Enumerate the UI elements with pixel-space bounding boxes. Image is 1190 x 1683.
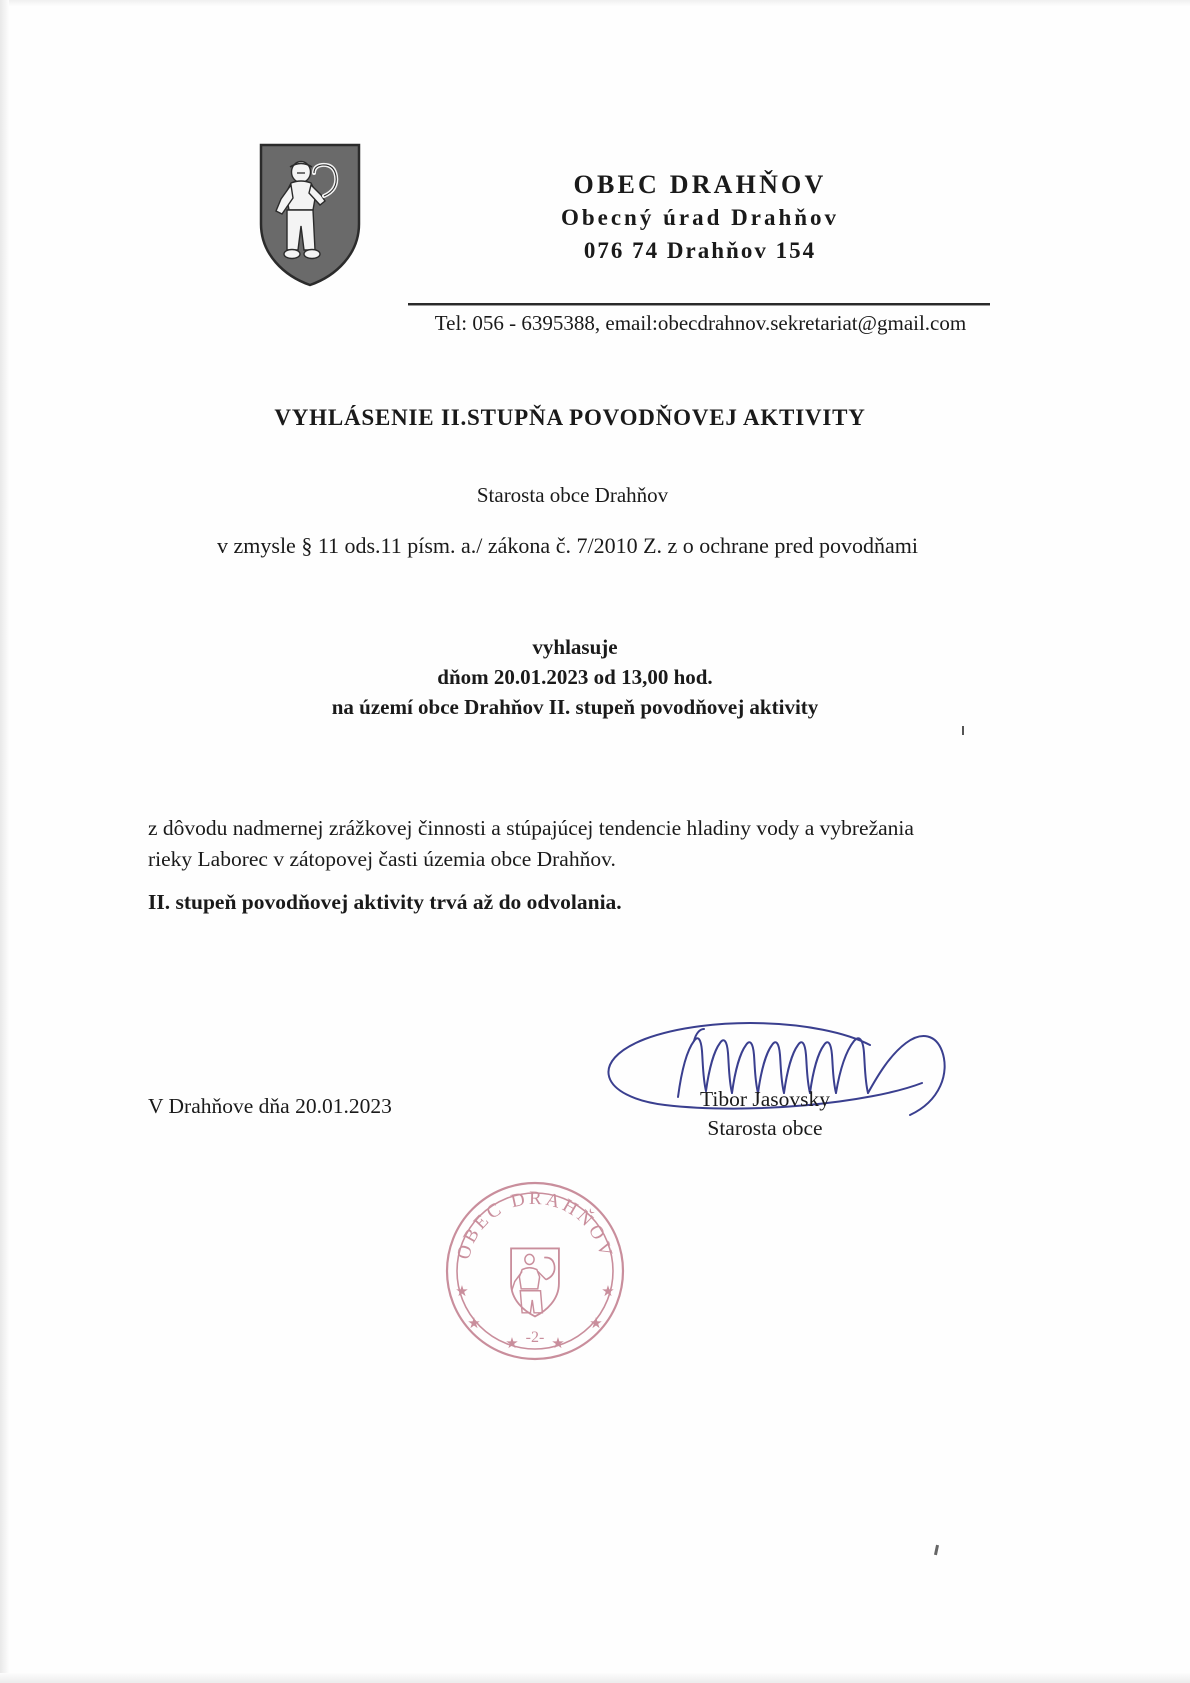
declaration-effective: dňom 20.01.2023 od 13,00 hod. — [437, 664, 713, 689]
legal-basis: v zmysle § 11 ods.11 písm. a./ zákona č. 7/2010 Z. z o ochrane pred povodňami — [217, 533, 918, 558]
declaration-scope: na území obce Drahňov II. stupeň povodňovej aktivity — [331, 694, 819, 719]
document-subject: Starosta obce Drahňov — [476, 483, 669, 507]
svg-text:★: ★ — [601, 1284, 615, 1300]
scan-artifact-mark — [962, 726, 964, 735]
place-and-date: V Drahňove dňa 20.01.2023 — [148, 1094, 392, 1118]
declaration-verb: vyhlasuje — [532, 635, 618, 659]
office-name: Obecný úrad Drahňov — [560, 204, 840, 230]
scan-artifact-mark-bottom — [934, 1545, 939, 1555]
stamp-page-number: -2- — [525, 1329, 545, 1346]
round-official-stamp-icon — [440, 1176, 630, 1366]
office-address: 076 74 Drahňov 154 — [583, 237, 817, 263]
svg-text:★: ★ — [455, 1284, 469, 1300]
scan-edge-left — [0, 0, 9, 1683]
declaration-block — [0, 633, 1150, 722]
page-title: VYHLÁSENIE II.STUPŇA POVODŇOVEJ AKTIVITY — [274, 405, 866, 430]
signature-block — [600, 1085, 930, 1143]
letterhead — [258, 140, 998, 288]
svg-text:★: ★ — [467, 1316, 481, 1332]
svg-text:★: ★ — [551, 1336, 565, 1352]
coat-of-arms-shield-icon — [258, 142, 362, 288]
svg-text:★: ★ — [589, 1316, 603, 1332]
duration-statement: II. stupeň povodňovej aktivity trvá až do odvolania. — [148, 890, 622, 914]
reason-paragraph: z dôvodu nadmernej zrážkovej činnosti a stúpajúcej tendencie hladiny vody a vybrežania rieky Laborec v zátopovej časti územia obce Drahňov. — [148, 816, 914, 871]
organization-block — [362, 140, 998, 267]
signer-role: Starosta obce — [707, 1116, 823, 1141]
scan-edge-bottom — [0, 1673, 1190, 1683]
org-name: OBEC DRAHŇOV — [573, 170, 827, 199]
header-divider — [408, 303, 990, 306]
svg-text:★: ★ — [505, 1336, 519, 1352]
svg-text:OBEC DRAHŇOV: OBEC DRAHŇOV — [452, 1187, 618, 1262]
contact-line: Tel: 056 - 6395388, email:obecdrahnov.sekretariat@gmail.com — [434, 311, 967, 335]
scan-edge-top — [0, 0, 1190, 6]
signer-name: Tibor Jasovsky — [699, 1087, 831, 1111]
